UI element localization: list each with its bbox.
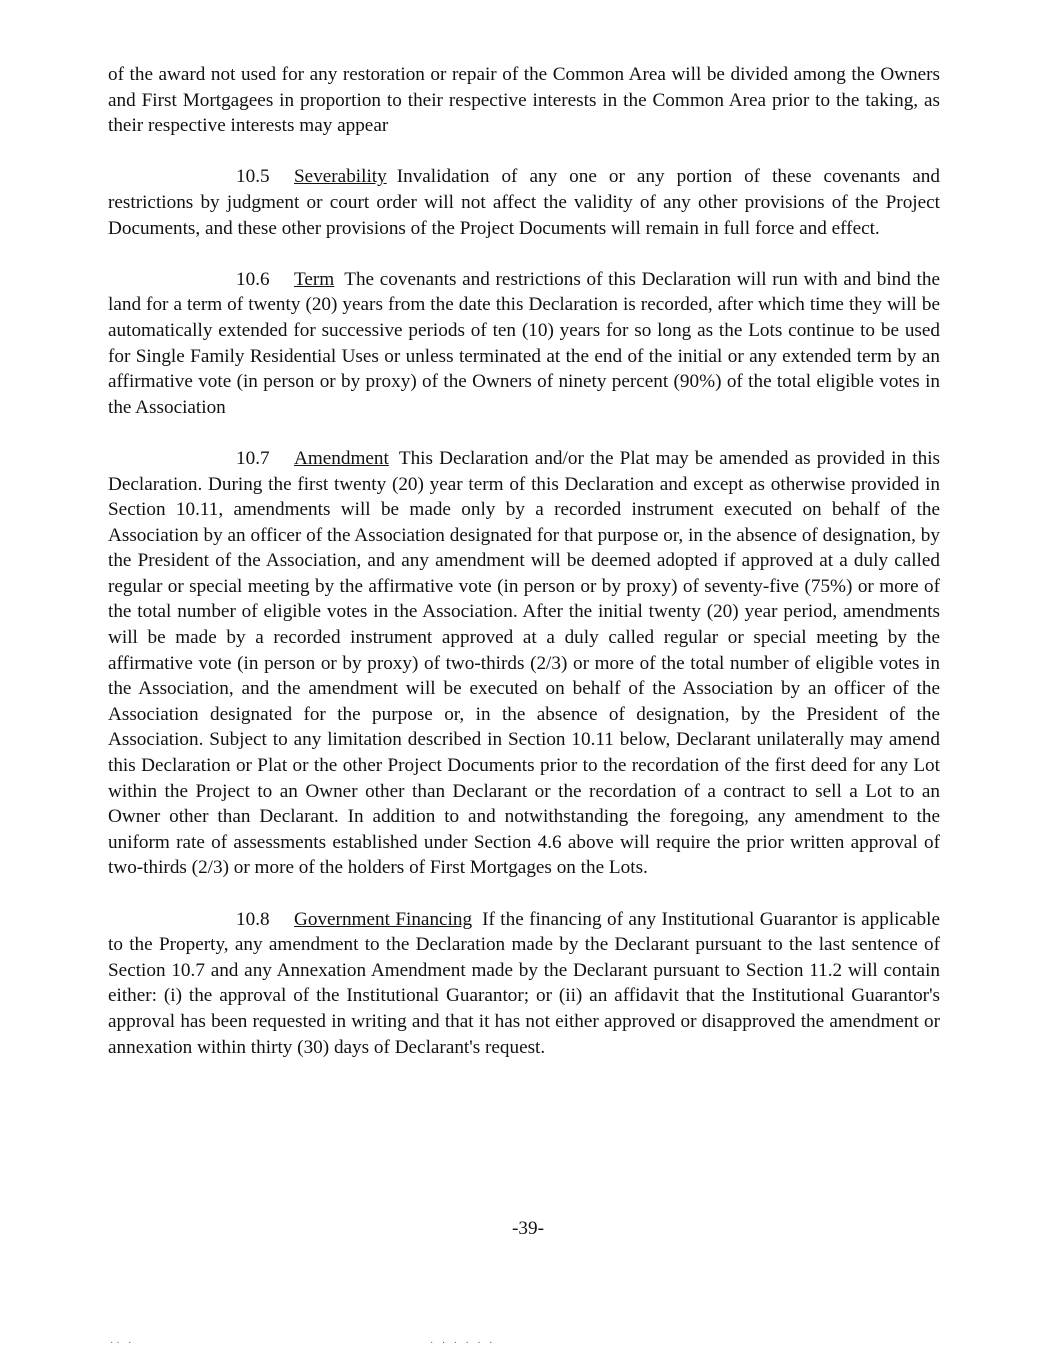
section-10-7 — [108, 446, 940, 881]
page-number: -39- — [512, 1218, 544, 1239]
continuation-paragraph: of the award not used for any restoration or repair of the Common Area will be divided among the Owners and First Mortgagees in proportion to their respective interests in the Common Area prior to the taking, as their respective interests may appear — [108, 64, 940, 137]
section-body: Invalidation of any one or any portion of these covenants and restrictions by judgment or court order will not affect the validity of any other provisions of the Project Documents, and these other provisions of the Project Documents will remain in full force and effect. — [108, 166, 940, 239]
section-number: 10.7 — [236, 447, 270, 469]
section-title: Term — [294, 268, 335, 290]
scan-dots-right: · · · · · · — [430, 1338, 496, 1349]
section-number: 10.5 — [236, 166, 270, 188]
section-title: Severability — [294, 166, 387, 188]
section-body: This Declaration and/or the Plat may be amended as provided in this Declaration. During the first twenty (20) year term of this Declaration and except as otherwise provided in Section 10.11, amendments will be made only by a recorded instrument executed on behalf of the Association by an officer of the Association designated for that purpose or, in the absence of designation, by the President of the Association, and any amendment will be deemed adopted if approved at a duly called regular or special meeting by the affirmative vote (in person or by proxy) of seventy-five (75%) or more of the total number of eligible votes in the Association. After the initial twenty (20) year period, amendments will be made by a recorded instrument approved at a duly called regular or special meeting by the affirmative vote (in person or by proxy) of two-thirds (2/3) or more of the total number of eligible votes in the Association, and the amendment will be executed on behalf of the Association by an officer of the Association designated for the purpose or, in the absence of designation, by the President of the Association. Subject to any limitation described in Section 10.11 below, Declarant unilaterally may amend this Declaration or Plat or the other Project Documents prior to the recordation of the first deed for any Lot within the Project to an Owner other than Declarant or the recordation of a contract to sell a Lot to an Owner other than Declarant. In addition to and notwithstanding the foregoing, any amendment to the uniform rate of assessments established under Section 4.6 above will require the prior written approval of two-thirds (2/3) or more of the holders of First Mortgages on the Lots. — [108, 447, 940, 879]
section-10-8 — [108, 907, 940, 1061]
section-10-6 — [108, 267, 940, 421]
section-number: 10.8 — [236, 908, 270, 930]
section-body: The covenants and restrictions of this Declaration will run with and bind the land for a term of twenty (20) years from the date this Declaration is recorded, after which time they will be automatically extended for successive periods of ten (10) years for so long as the Lots continue to be used for Single Family Residential Uses or unless terminated at the end of the initial or any extended term by an affirmative vote (in person or by proxy) of the Owners of ninety percent (90%) of the total eligible votes in the Association — [108, 268, 940, 418]
document-page — [108, 62, 940, 1086]
section-10-5 — [108, 164, 940, 241]
section-title: Government Financing — [294, 908, 473, 930]
scan-artifact — [110, 1338, 950, 1349]
section-title: Amendment — [294, 447, 389, 469]
section-number: 10.6 — [236, 268, 270, 290]
scan-dots-left: ·· · — [110, 1338, 135, 1349]
section-body: If the financing of any Institutional Guarantor is applicable to the Property, any amendment to the Declaration made by the Declarant pursuant to the last sentence of Section 10.7 and any Annexation Amendment made by the Declarant pursuant to Section 11.2 will contain either: (i) the approval of the Institutional Guarantor; or (ii) an affidavit that the Institutional Guarantor's approval has been requested in writing and that it has not either approved or disapproved the amendment or annexation within thirty (30) days of Declarant's request. — [108, 908, 940, 1058]
